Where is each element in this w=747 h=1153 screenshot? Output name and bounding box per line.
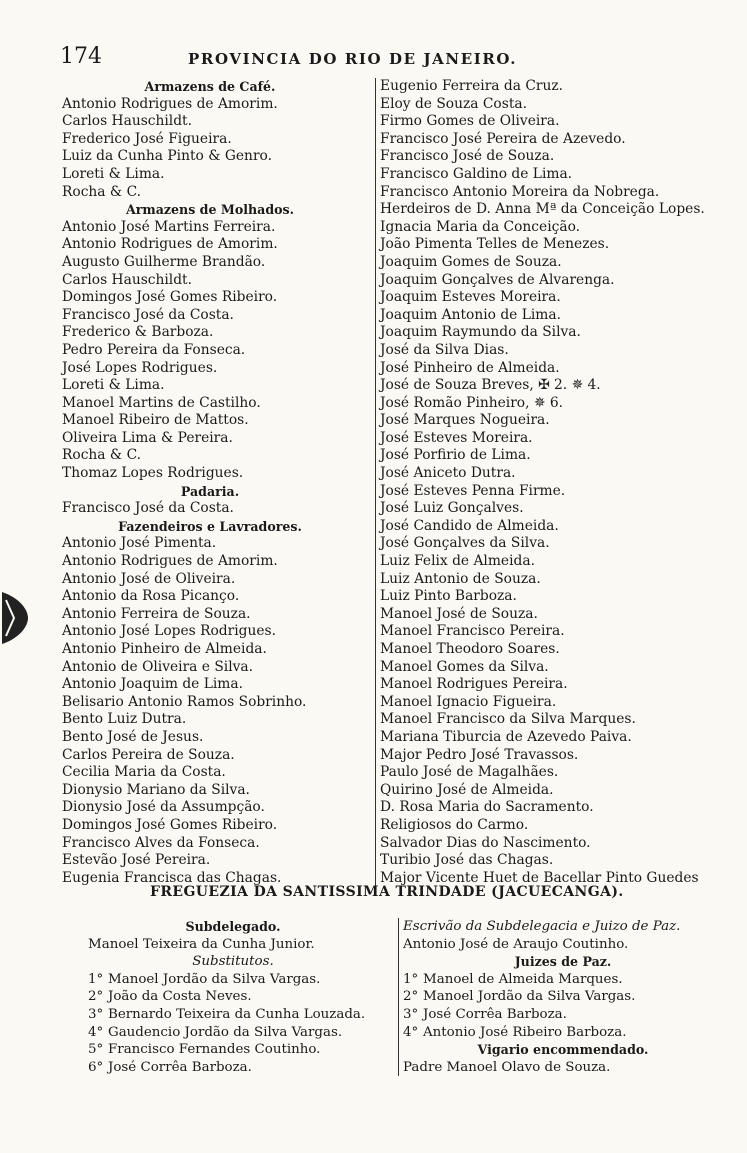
numbered-entry xyxy=(403,971,723,989)
list-item: Augusto Guilherme Brandão. xyxy=(62,253,266,270)
entry-ordinal: 1° xyxy=(88,971,104,987)
list-item: Antonio Pinheiro de Almeida. xyxy=(62,641,267,657)
list-item: Oliveira Lima & Pereira. xyxy=(62,429,233,446)
list-item: José Porfirio de Lima. xyxy=(380,447,531,464)
list-item: Loreti & Lima. xyxy=(62,377,165,394)
parish-left-block xyxy=(88,918,378,1076)
numbered-entry xyxy=(88,988,378,1006)
list-item: Manoel Francisco da Silva Marques. xyxy=(380,711,636,728)
escrivao-name: Antonio José de Araujo Coutinho. xyxy=(403,936,629,952)
parish-title: FREGUEZIA DA SANTISSIMA TRINDADE (JACUECANGA). xyxy=(150,884,624,900)
list-item: Francisco Antonio Moreira da Nobrega. xyxy=(380,183,660,200)
list-item: Francisco José da Costa. xyxy=(62,500,234,517)
list-item: Mariana Tiburcia de Azevedo Paiva. xyxy=(380,728,632,745)
list-item: Manoel Gomes da Silva. xyxy=(380,658,549,675)
list-item: José Marques Nogueira. xyxy=(380,412,550,429)
entry-ordinal: 6° xyxy=(88,1059,104,1075)
numbered-entry xyxy=(88,1024,378,1042)
list-item: Domingos José Gomes Ribeiro. xyxy=(62,816,278,833)
entry-ordinal: 1° xyxy=(403,971,419,987)
entry-name: Bernardo Teixeira da Cunha Louzada. xyxy=(108,1006,366,1022)
list-item: Joaquim Gonçalves de Alvarenga. xyxy=(380,271,615,288)
list-item: Major Vicente Huet de Bacellar Pinto Guedes xyxy=(380,869,699,886)
list-item: Francisco Alves da Fonseca. xyxy=(62,834,260,851)
list-item: Firmo Gomes de Oliveira. xyxy=(380,113,560,130)
entry-name: Francisco Fernandes Coutinho. xyxy=(108,1042,321,1058)
list-item: D. Rosa Maria do Sacramento. xyxy=(380,799,594,816)
entry-name: Manoel de Almeida Marques. xyxy=(423,971,623,987)
subdelegado-name: Manoel Teixeira da Cunha Junior. xyxy=(88,936,315,952)
list-item: José Candido de Almeida. xyxy=(380,517,559,534)
list-item: Luiz Pinto Barboza. xyxy=(380,588,517,605)
list-item: Joaquim Raymundo da Silva. xyxy=(380,324,581,341)
juizes-heading: Juizes de Paz. xyxy=(514,954,612,970)
list-item: Antonio Rodrigues de Amorim. xyxy=(62,553,278,570)
entry-ordinal: 3° xyxy=(403,1006,419,1022)
list-item: Antonio da Rosa Picanço. xyxy=(62,588,240,605)
list-item: Carlos Hauschildt. xyxy=(62,113,192,130)
numbered-entry xyxy=(403,1024,723,1042)
list-item: Eugenia Francisca das Chagas. xyxy=(62,869,282,886)
escrivao-heading: Escrivão da Subdelegacia e Juizo de Paz. xyxy=(403,919,681,934)
list-item: Bento José de Jesus. xyxy=(62,728,204,745)
list-item: Estevão José Pereira. xyxy=(62,852,211,869)
vigario-name: Padre Manoel Olavo de Souza. xyxy=(403,1059,611,1075)
list-item: Dionysio Mariano da Silva. xyxy=(62,781,250,798)
list-item: Turibio José das Chagas. xyxy=(380,852,554,869)
page-number: 174 xyxy=(60,44,102,69)
list-item: Domingos José Gomes Ribeiro. xyxy=(62,289,278,306)
entry-name: Manoel Jordão da Silva Vargas. xyxy=(108,971,321,987)
numbered-entry xyxy=(88,1059,378,1077)
list-item: Joaquim Esteves Moreira. xyxy=(380,289,561,306)
entry-ordinal: 4° xyxy=(403,1024,419,1040)
subdelegado-heading: Subdelegado. xyxy=(185,919,281,934)
list-item: Eugenio Ferreira da Cruz. xyxy=(380,78,564,94)
list-item: Luiz Antonio de Souza. xyxy=(380,570,541,587)
list-item: Thomaz Lopes Rodrigues. xyxy=(62,465,244,482)
list-item: Antonio José Pimenta. xyxy=(62,535,217,552)
list-item: Rocha & C. xyxy=(62,447,142,464)
list-item: Religiosos do Carmo. xyxy=(380,816,529,833)
list-item: Antonio de Oliveira e Silva. xyxy=(62,658,254,675)
binder-clip-mark xyxy=(0,588,30,648)
juizes-list xyxy=(403,971,723,1041)
list-item: Ignacia Maria da Conceição. xyxy=(380,218,581,235)
list-item: José Luiz Gonçalves. xyxy=(380,500,524,517)
list-item: Salvador Dias do Nascimento. xyxy=(380,834,591,851)
substitutos-list xyxy=(88,971,378,1077)
list-item: Francisco Galdino de Lima. xyxy=(380,165,573,182)
entry-name: João da Costa Neves. xyxy=(108,989,252,1005)
numbered-entry xyxy=(403,1006,723,1024)
list-item: Cecilia Maria da Costa. xyxy=(62,764,226,781)
substitutos-heading: Substitutos. xyxy=(192,954,274,970)
list-item: Belisario Antonio Ramos Sobrinho. xyxy=(62,693,307,710)
list-item: Dionysio José da Assumpção. xyxy=(62,799,265,816)
list-item: Francisco José da Costa. xyxy=(62,306,234,323)
list-item: Frederico & Barboza. xyxy=(62,324,214,341)
numbered-entry xyxy=(88,971,378,989)
entry-name: José Corrêa Barboza. xyxy=(423,1006,567,1022)
list-item: Antonio Ferreira de Souza. xyxy=(62,605,251,622)
list-item: Manoel Ignacio Figueira. xyxy=(380,693,557,710)
list-item: Joaquim Gomes de Souza. xyxy=(380,253,562,270)
list-item: Manoel José de Souza. xyxy=(380,605,538,622)
section-heading: Fazendeiros e Lavradores. xyxy=(118,518,302,534)
list-item: José Gonçalves da Silva. xyxy=(380,535,550,552)
list-item: José Esteves Penna Firme. xyxy=(380,482,566,499)
list-item: Antonio José de Oliveira. xyxy=(62,570,236,587)
list-item: João Pimenta Telles de Menezes. xyxy=(380,236,610,253)
entry-name: Antonio José Ribeiro Barboza. xyxy=(423,1024,627,1040)
list-item: José Aniceto Dutra. xyxy=(380,465,516,482)
list-item: Bento Luiz Dutra. xyxy=(62,711,187,728)
entry-ordinal: 3° xyxy=(88,1006,104,1022)
list-item: Luiz da Cunha Pinto & Genro. xyxy=(62,148,272,165)
list-item: Carlos Pereira de Souza. xyxy=(62,746,235,763)
parish-right-block xyxy=(398,918,723,1076)
list-item: Antonio Rodrigues de Amorim. xyxy=(62,236,278,253)
section-heading: Armazens de Café. xyxy=(144,79,276,94)
list-item: José Lopes Rodrigues. xyxy=(62,359,218,376)
list-item: Antonio José Lopes Rodrigues. xyxy=(62,623,276,640)
list-item: Francisco José Pereira de Azevedo. xyxy=(380,130,626,147)
list-item: Carlos Hauschildt. xyxy=(62,271,192,288)
entry-ordinal: 2° xyxy=(88,989,104,1005)
section-heading: Armazens de Molhados. xyxy=(125,202,294,218)
list-item: Luiz Felix de Almeida. xyxy=(380,553,535,570)
list-item: Frederico José Figueira. xyxy=(62,130,232,147)
list-item: José da Silva Dias. xyxy=(380,341,509,358)
right-column xyxy=(375,78,720,887)
list-item: Manoel Martins de Castilho. xyxy=(62,394,261,411)
list-item: Antonio José Martins Ferreira. xyxy=(62,218,276,235)
list-item: Manoel Rodrigues Pereira. xyxy=(380,676,568,693)
entry-ordinal: 4° xyxy=(88,1024,104,1040)
entry-name: Gaudencio Jordão da Silva Vargas. xyxy=(108,1024,343,1040)
list-item: Eloy de Souza Costa. xyxy=(380,95,527,112)
list-item: Manoel Ribeiro de Mattos. xyxy=(62,412,249,429)
list-item: José de Souza Breves, ✠ 2. ✵ 4. xyxy=(380,377,601,394)
list-item: Quirino José de Almeida. xyxy=(380,781,554,798)
section-heading: Padaria. xyxy=(180,483,240,499)
left-column xyxy=(62,78,358,887)
list-item: Major Pedro José Travassos. xyxy=(380,746,579,763)
list-item: Paulo José de Magalhães. xyxy=(380,764,559,781)
list-item: José Pinheiro de Almeida. xyxy=(380,359,560,376)
numbered-entry xyxy=(88,1006,378,1024)
list-item: Manoel Francisco Pereira. xyxy=(380,623,565,640)
entry-name: Manoel Jordão da Silva Vargas. xyxy=(423,989,636,1005)
running-head: PROVINCIA DO RIO DE JANEIRO. xyxy=(188,50,518,68)
list-item: Loreti & Lima. xyxy=(62,165,165,182)
list-item: José Esteves Moreira. xyxy=(380,429,533,446)
vigario-heading: Vigario encommendado. xyxy=(477,1042,649,1058)
entry-ordinal: 5° xyxy=(88,1042,104,1058)
list-item: Herdeiros de D. Anna Mª da Conceição Lopes. xyxy=(380,201,705,218)
entry-ordinal: 2° xyxy=(403,989,419,1005)
numbered-entry xyxy=(403,988,723,1006)
list-item: Manoel Theodoro Soares. xyxy=(380,641,560,657)
list-item: Pedro Pereira da Fonseca. xyxy=(62,341,246,358)
list-item: José Romão Pinheiro, ✵ 6. xyxy=(380,394,563,411)
list-item: Francisco José de Souza. xyxy=(380,148,555,165)
list-item: Antonio Joaquim de Lima. xyxy=(62,676,244,693)
list-item: Rocha & C. xyxy=(62,183,142,200)
entry-name: José Corrêa Barboza. xyxy=(108,1059,252,1075)
numbered-entry xyxy=(88,1041,378,1059)
list-item: Joaquim Antonio de Lima. xyxy=(380,306,562,323)
list-item: Antonio Rodrigues de Amorim. xyxy=(62,95,278,112)
